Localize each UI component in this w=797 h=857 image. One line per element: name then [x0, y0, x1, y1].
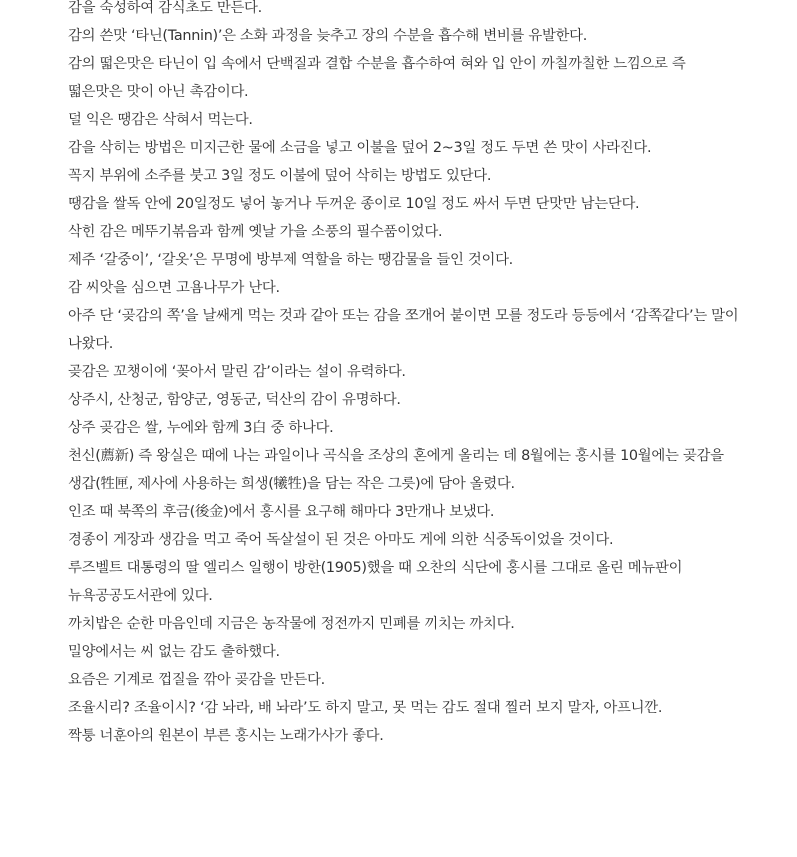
paragraph: 땡감을 쌀독 안에 20일정도 넣어 놓거나 두꺼운 종이로 10일 정도 싸서 두면 단맛만 남는단다. — [68, 196, 640, 212]
paragraph: 감 씨앗을 심으면 고욤나무가 난다. — [68, 280, 280, 296]
paragraph: 곶감은 꼬챙이에 ‘꽂아서 말린 감’이라는 설이 유력하다. — [68, 364, 406, 380]
paragraph: 밀양에서는 씨 없는 감도 출하했다. — [68, 644, 280, 660]
paragraph: 감의 쓴맛 ‘타닌(Tannin)’은 소화 과정을 늦추고 장의 수분을 흡수해 변비를 유발한다. — [68, 28, 588, 44]
paragraph: 요즘은 기계로 껍질을 깎아 곶감을 만든다. — [68, 672, 325, 688]
paragraph: 천신(薦新) 즉 왕실은 때에 나는 과일이나 곡식을 조상의 혼에게 올리는 데 8월에는 홍시를 10월에는 곶감을 생갑(牲匣, 제사에 사용하는 희생(犧牲)을 담는 작은 그릇)에 담아 올렸다. — [68, 448, 724, 492]
paragraph: 조율시리? 조율이시? ‘감 놔라, 배 놔라’도 하지 말고, 못 먹는 감도 절대 찔러 보지 말자, 아프니깐. — [68, 700, 663, 716]
paragraph: 삭힌 감은 메뚜기볶음과 함께 옛날 가을 소풍의 필수품이었다. — [68, 224, 443, 240]
paragraph: 감의 떫은맛은 타닌이 입 속에서 단백질과 결합 수분을 흡수하여 혀와 입 안이 까칠까칠한 느낌으로 즉 떫은맛은 맛이 아닌 촉감이다. — [68, 56, 686, 100]
paragraph: 꼭지 부위에 소주를 붓고 3일 정도 이불에 덮어 삭히는 방법도 있단다. — [68, 168, 492, 184]
paragraph: 까치밥은 순한 마음인데 지금은 농작물에 정전까지 민폐를 끼치는 까치다. — [68, 616, 515, 632]
paragraph: 상주 곶감은 쌀, 누에와 함께 3白 중 하나다. — [68, 420, 334, 436]
paragraph: 감을 삭히는 방법은 미지근한 물에 소금을 넣고 이불을 덮어 2~3일 정도 두면 쓴 맛이 사라진다. — [68, 140, 652, 156]
paragraph: 상주시, 산청군, 함양군, 영동군, 덕산의 감이 유명하다. — [68, 392, 401, 408]
paragraph: 인조 때 북쪽의 후금(後金)에서 홍시를 요구해 해마다 3만개나 보냈다. — [68, 504, 495, 520]
paragraph: 짝퉁 너훈아의 원본이 부른 홍시는 노래가사가 좋다. — [68, 728, 384, 744]
paragraph: 제주 ‘갈중이’, ‘갈옷’은 무명에 방부제 역할을 하는 땡감물을 들인 것이다. — [68, 252, 513, 268]
paragraph: 경종이 게장과 생감을 먹고 죽어 독살설이 된 것은 아마도 게에 의한 식중독이었을 것이다. — [68, 532, 614, 548]
paragraph: 아주 단 ‘곶감의 쪽’을 날쌔게 먹는 것과 같아 또는 감을 쪼개어 붙이면 모를 정도라 등등에서 ‘감쪽같다’는 말이 나왔다. — [68, 308, 739, 352]
paragraph: 덜 익은 땡감은 삭혀서 먹는다. — [68, 112, 253, 128]
paragraph: 루즈벨트 대통령의 딸 엘리스 일행이 방한(1905)했을 때 오찬의 식단에 홍시를 그대로 올린 메뉴판이 뉴욕공공도서관에 있다. — [68, 560, 683, 604]
paragraph: 감을 숙성하여 감식초도 만든다. — [68, 0, 262, 16]
